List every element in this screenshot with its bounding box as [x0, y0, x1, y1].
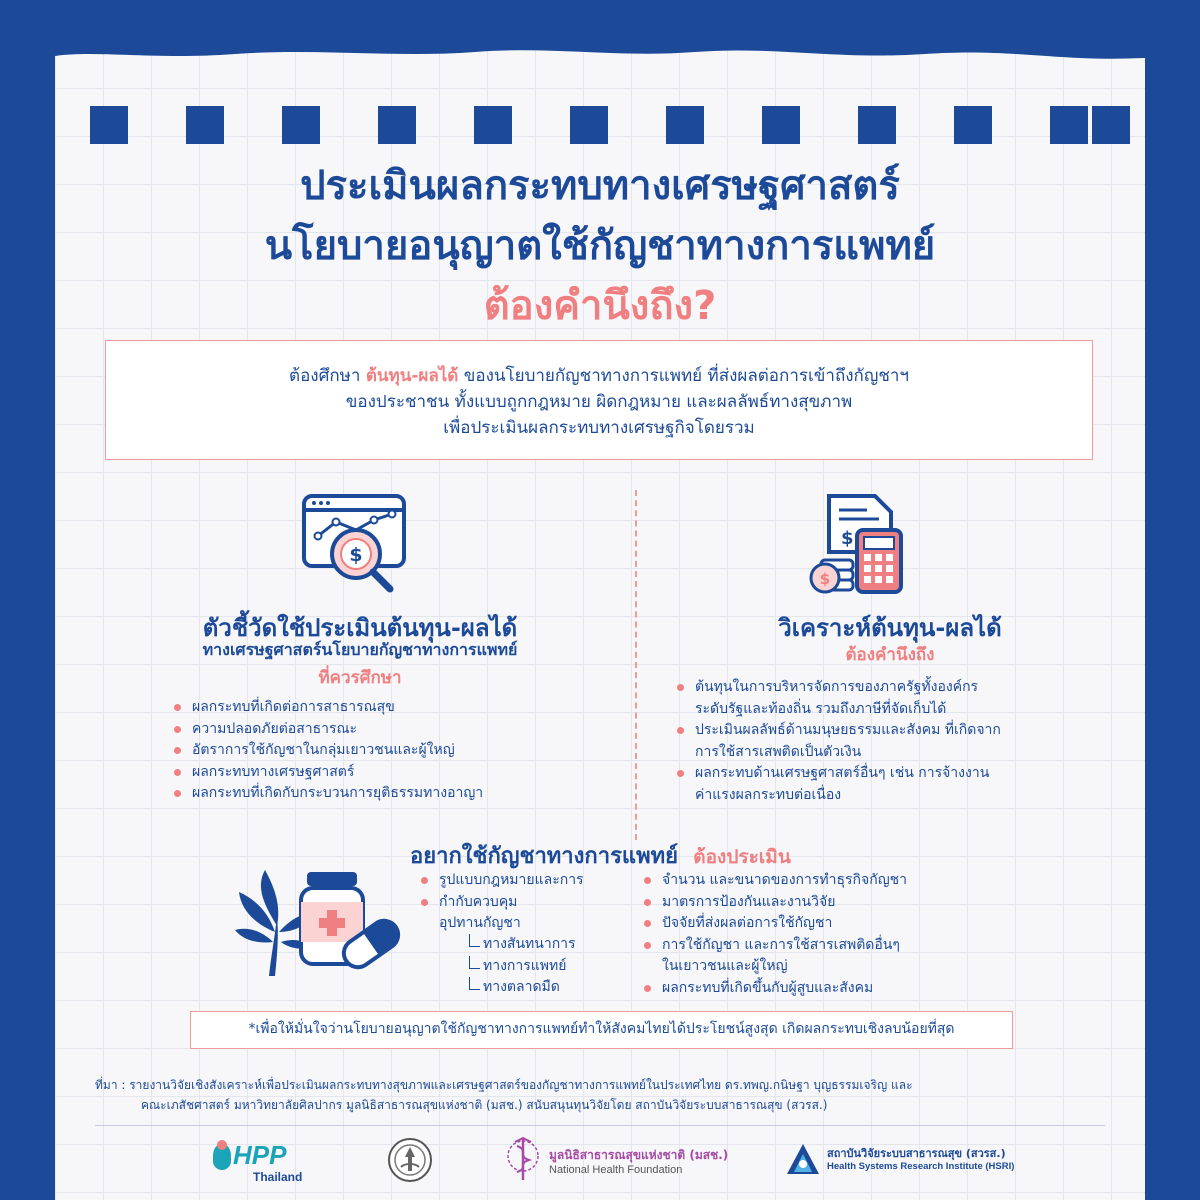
nhf-logo-sub: National Health Foundation: [549, 1164, 683, 1176]
list-item: รูปแบบกฎหมายและการ: [417, 870, 647, 892]
source-line-1: ที่มา : รายงานวิจัยเชิงสังเคราะห์เพื่อประเมินผลกระทบทางสุขภาพและเศรษฐศาสตร์ของกัญชาทางการแพทย์ในประเทศไทย ดร.ทพญ.กนิษฐา บุญธรรมเจริญ และ: [95, 1078, 913, 1092]
branch-item: ทางการแพทย์: [465, 956, 635, 978]
ihpp-logo-sub: Thailand: [253, 1170, 303, 1184]
torn-paper-edge: [55, 40, 1145, 100]
title-line-1: ประเมินผลกระทบทางเศรษฐศาสตร์: [300, 163, 900, 209]
svg-text:$: $: [349, 544, 363, 566]
list-item: การใช้กัญชา และการใช้สารเสพติดอื่นๆ: [640, 935, 970, 957]
left-list: [170, 697, 610, 805]
left-heading: ตัวชี้วัดใช้ประเมินต้นทุน-ผลได้: [202, 614, 518, 642]
bottom-list-right: [640, 870, 970, 999]
intro-line-2: ของประชาชน ทั้งแบบถูกกฎหมาย ผิดกฎหมาย และผลลัพธ์ทางสุขภาพ: [345, 392, 853, 412]
title-line-3: ต้องคำนึงถึง?: [483, 283, 717, 329]
list-item: ผลกระทบทางเศรษฐศาสตร์: [170, 762, 610, 784]
intro-highlight: ต้นทุน-ผลได้: [365, 366, 459, 386]
list-item: ผลกระทบด้านเศรษฐศาสตร์อื่นๆ เช่น การจ้างงาน: [673, 763, 1113, 785]
intro-box: [105, 340, 1093, 460]
divider: [95, 1125, 1105, 1126]
bottom-list-left: [417, 870, 647, 935]
branch-item: ทางตลาดมืด: [465, 977, 635, 999]
list-item-continued: ระดับรัฐและท้องถิ่น รวมถึงภาษีที่จัดเก็บได้: [695, 700, 947, 717]
right-heading: วิเคราะห์ต้นทุน-ผลได้: [778, 614, 1002, 642]
caduceus-icon: [505, 1132, 541, 1188]
supply-branches: [465, 934, 635, 999]
branch-item: ทางสันทนาการ: [465, 934, 635, 956]
title-line-2: นโยบายอนุญาตใช้กัญชาทางการแพทย์: [264, 223, 936, 269]
footnote-box: *เพื่อให้มั่นใจว่านโยบายอนุญาตใช้กัญชาทางการแพทย์ทำให้สังคมไทยได้ประโยชน์สูงสุด เกิดผลกระทบเชิงลบน้อยที่สุด: [190, 1011, 1013, 1049]
binder-holes: [90, 106, 1130, 146]
list-item-continued: ในเยาวชนและผู้ใหญ่: [662, 958, 788, 974]
list-item-continued: การใช้สารเสพติดเป็นตัวเงิน: [695, 743, 862, 760]
left-subheading: ทางเศรษฐศาสตร์นโยบายกัญชาทางการแพทย์: [202, 640, 518, 659]
list-item: มาตรการป้องกันและงานวิจัย: [640, 892, 970, 914]
list-item: กำกับควบคุม: [417, 892, 647, 914]
intro-line-3: เพื่อประเมินผลกระทบทางเศรษฐกิจโดยรวม: [443, 418, 755, 438]
analytics-magnifier-dollar-icon: [300, 492, 410, 597]
bottom-heading: [410, 838, 970, 873]
list-item: อัตราการใช้กัญชาในกลุ่มเยาวชนและผู้ใหญ่: [170, 740, 610, 762]
left-note: ที่ควรศึกษา: [318, 668, 402, 688]
hsri-logo-sub: Health Systems Research Institute (HSRI): [827, 1161, 1015, 1172]
notebook-paper: [55, 40, 1145, 1200]
list-item-continued: อุปทานกัญชา: [439, 915, 521, 931]
nhf-logo-text: มูลนิธิสาธารณสุขแห่งชาติ (มสช.): [549, 1148, 729, 1162]
source-citation: [95, 1075, 1105, 1115]
list-item: ผลกระทบที่เกิดขึ้นกับผู้สูบและสังคม: [640, 978, 970, 1000]
column-divider: [635, 490, 637, 840]
ihpp-logo-text: HPP: [233, 1140, 287, 1170]
list-item: ผลกระทบที่เกิดต่อการสาธารณสุข: [170, 697, 610, 719]
right-list: [673, 677, 1113, 806]
source-line-2: คณะเภสัชศาสตร์ มหาวิทยาลัยศิลปากร มูลนิธิสาธารณสุขแห่งชาติ (มสช.) สนับสนุนทุนวิจัยโดย สถาบันวิจัยระบบสาธารณสุข (สวรส.): [141, 1098, 828, 1112]
list-item: ต้นทุนในการบริหารจัดการของภาครัฐทั้งองค์กร: [673, 677, 1113, 699]
svg-text:$: $: [841, 528, 854, 549]
list-item: ปัจจัยที่ส่งผลต่อการใช้กัญชา: [640, 913, 970, 935]
ihpp-logo: [213, 1140, 333, 1190]
list-item-continued: ค่าแรงผลกระทบต่อเนื่อง: [695, 786, 842, 803]
right-note: ต้องคำนึงถึง: [845, 645, 935, 665]
nhf-logo: [505, 1132, 765, 1188]
calculator-coins-icon: [807, 492, 907, 598]
bottom-heading-text: อยากใช้กัญชาทางการแพทย์: [410, 844, 678, 869]
intro-text-a: ต้องศึกษา: [289, 366, 366, 386]
list-item: จำนวน และขนาดของการทำธุรกิจกัญชา: [640, 870, 970, 892]
list-item: ความปลอดภัยต่อสาธารณะ: [170, 719, 610, 741]
hsri-logo: [785, 1140, 1095, 1186]
university-seal-icon: [387, 1137, 433, 1183]
list-item: ผลกระทบที่เกิดกับกระบวนการยุติธรรมทางอาญา: [170, 783, 610, 805]
list-item: ประเมินผลลัพธ์ด้านมนุษยธรรมและสังคม ที่เกิดจาก: [673, 720, 1113, 742]
cannabis-medicine-icon: [235, 866, 405, 981]
bottom-heading-highlight: ต้องประเมิน: [693, 846, 791, 868]
hsri-triangle-icon: [785, 1142, 821, 1178]
svg-text:$: $: [819, 570, 831, 588]
hsri-logo-text: สถาบันวิจัยระบบสาธารณสุข (สวรส.): [827, 1147, 1006, 1160]
intro-text-b: ของนโยบายกัญชาทางการแพทย์ ที่ส่งผลต่อการเข้าถึงกัญชาฯ: [458, 366, 909, 386]
